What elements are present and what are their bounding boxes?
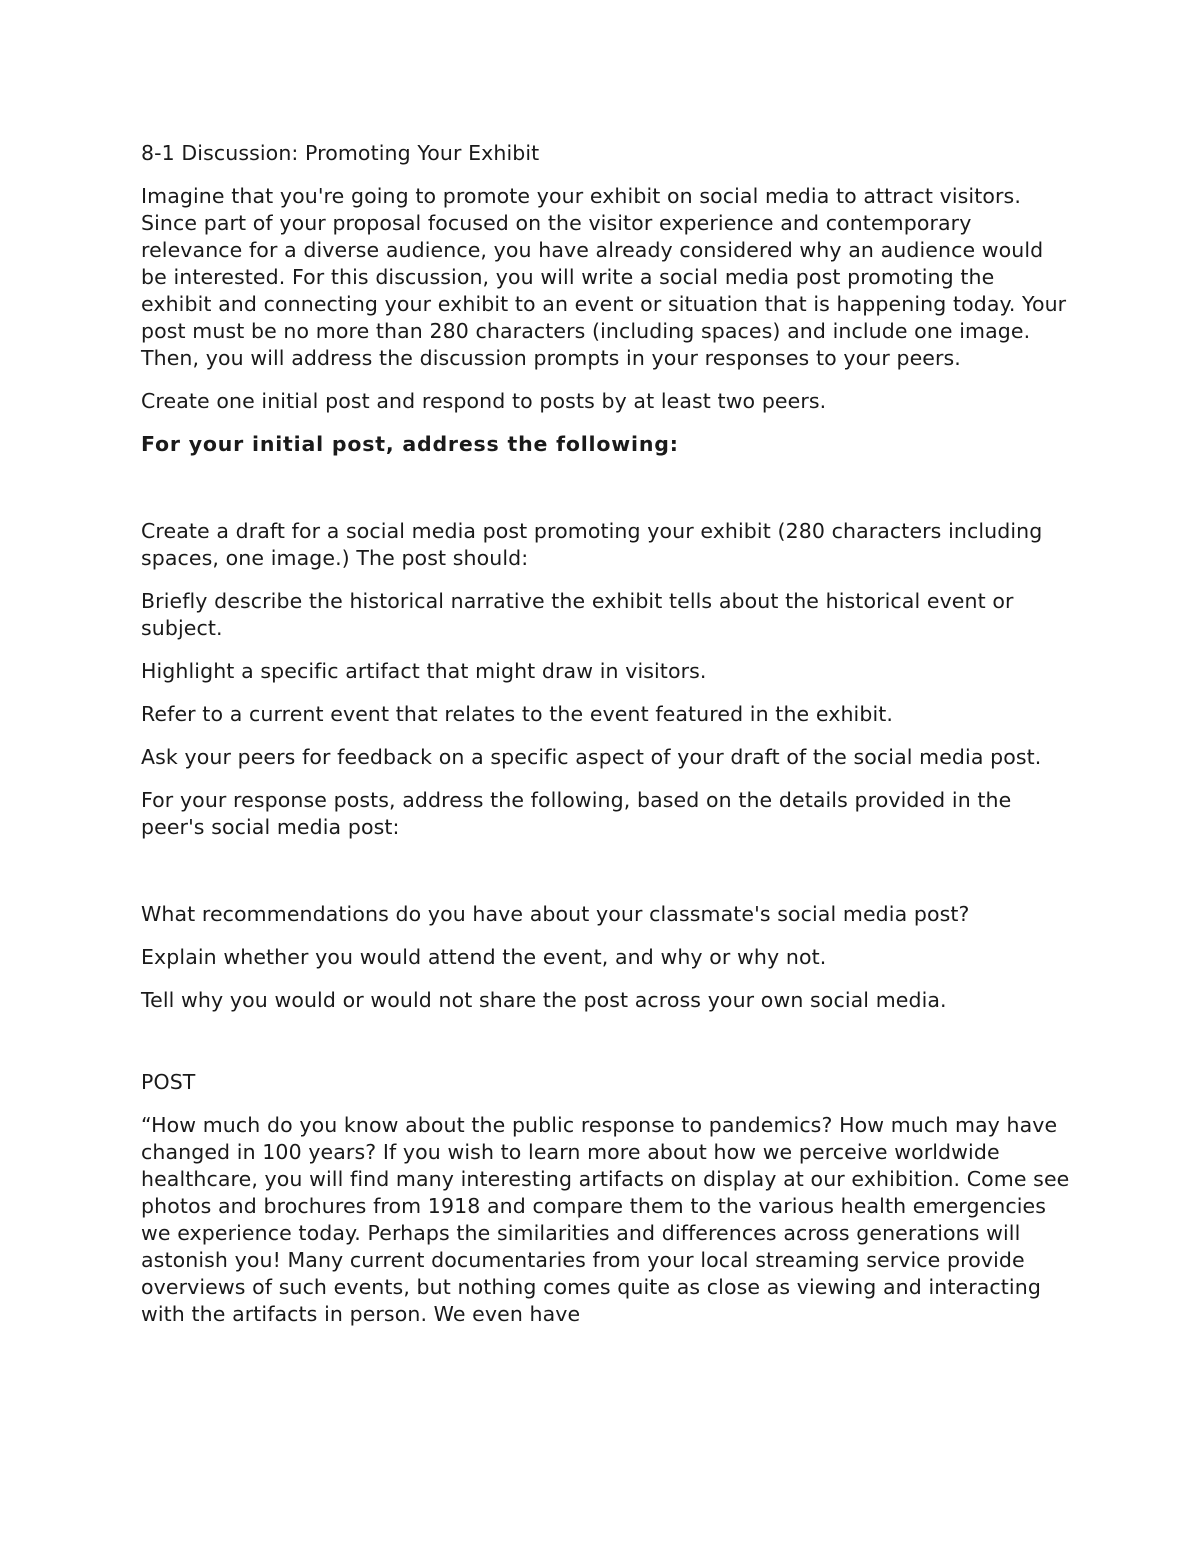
document-page: [141, 140, 1071, 1344]
post-body: “How much do you know about the public response to pandemics? How much may have changed in 100 years? If you wish to learn more about how we perceive worldwide healthcare, you will find many interesting artifacts on display at our exhibition. Come see photos and brochures from 1918 and compare them to the various health emergencies we experience today. Perhaps the similarities and differences across generations will astonish you! Many current documentaries from your local streaming service provide overviews of such events, but nothing comes quite as close as viewing and interacting with the artifacts in person. We even have: [141, 1113, 1070, 1326]
response-item-share: Tell why you would or would not share the post across your own social media.: [141, 988, 947, 1012]
instruction-paragraph: Create one initial post and respond to posts by at least two peers.: [141, 389, 827, 413]
initial-item-feedback: Ask your peers for feedback on a specific aspect of your draft of the social media post.: [141, 745, 1042, 769]
initial-item-narrative: Briefly describe the historical narrative the exhibit tells about the historical event or subject.: [141, 589, 1014, 640]
post-label: POST: [141, 1070, 196, 1094]
response-intro: For your response posts, address the following, based on the details provided in the peer's social media post:: [141, 788, 1012, 839]
intro-paragraph: Imagine that you're going to promote your exhibit on social media to attract visitors. Since part of your proposal focused on the visitor experience and contemporary relevance for a diverse audience, you have already considered why an audience would be interested. For this discussion, you will write a social media post promoting the exhibit and connecting your exhibit to an event or situation that is happening today. Your post must be no more than 280 characters (including spaces) and include one image. Then, you will address the discussion prompts in your responses to your peers.: [141, 184, 1067, 370]
response-item-attend: Explain whether you would attend the event, and why or why not.: [141, 945, 827, 969]
initial-item-artifact: Highlight a specific artifact that might draw in visitors.: [141, 659, 707, 683]
response-item-recommendations: What recommendations do you have about your classmate's social media post?: [141, 902, 970, 926]
initial-item-draft: Create a draft for a social media post promoting your exhibit (280 characters including spaces, one image.) The post should:: [141, 519, 1043, 570]
document-title: 8-1 Discussion: Promoting Your Exhibit: [141, 141, 540, 165]
initial-post-heading: For your initial post, address the following:: [141, 432, 679, 456]
initial-item-current-event: Refer to a current event that relates to the event featured in the exhibit.: [141, 702, 893, 726]
